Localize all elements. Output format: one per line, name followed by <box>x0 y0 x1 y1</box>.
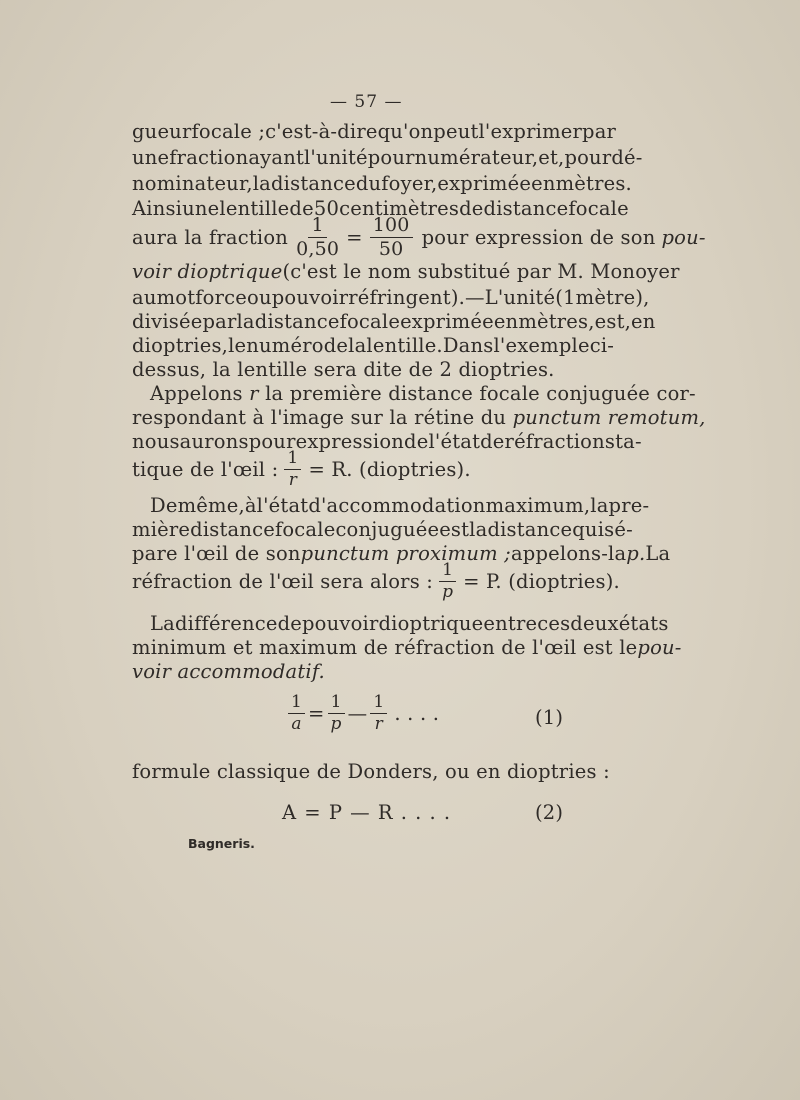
word: qu'on <box>377 120 434 143</box>
word: lentille. <box>366 334 443 357</box>
word: Dans <box>442 334 494 357</box>
text-line: dessus, la lentille sera dite de 2 dioptries. <box>132 358 555 381</box>
text-line <box>132 120 617 143</box>
word: au <box>132 286 157 309</box>
word: distance <box>487 518 573 541</box>
word: de <box>289 197 314 220</box>
text: (c'est le nom substitué par M. Monoyer <box>282 260 680 283</box>
fraction <box>296 216 339 259</box>
fraction <box>328 694 345 733</box>
word: est, <box>594 310 632 333</box>
word: focale <box>339 310 401 333</box>
word: dioptrique <box>378 612 484 635</box>
word: du <box>355 172 382 195</box>
text: pare l'œil de son <box>132 542 301 565</box>
text-line <box>132 636 682 659</box>
text-line <box>132 310 656 333</box>
word: de <box>323 334 349 357</box>
text-line <box>150 494 650 517</box>
word: la <box>252 172 271 195</box>
word: réfringent). <box>348 286 466 309</box>
leader-dots: . . . . <box>394 702 440 725</box>
text-line <box>132 518 633 541</box>
word: de <box>404 430 429 453</box>
word: qui <box>572 518 605 541</box>
numerator: 100 <box>370 216 413 238</box>
word: ou <box>247 286 272 309</box>
text: aura la fraction <box>132 226 289 249</box>
word: en <box>493 310 519 333</box>
word: 50 <box>313 197 340 220</box>
equation-number: (1) <box>535 706 564 729</box>
word: de <box>277 612 302 635</box>
word: en <box>531 172 556 195</box>
numerator: 1 <box>370 694 387 714</box>
word: même, <box>177 494 245 517</box>
word: distance <box>483 197 569 220</box>
word: états <box>618 612 669 635</box>
word: peut <box>433 120 479 143</box>
fraction <box>370 694 387 733</box>
text-line <box>132 406 706 429</box>
numerator: 1 <box>439 562 456 582</box>
word: Ainsi <box>132 197 183 220</box>
word: d'accommodation <box>308 494 486 517</box>
text-line-fraction <box>132 450 471 489</box>
denominator: p <box>330 714 342 734</box>
text-line: voir accommodatif. <box>132 660 325 683</box>
word: mot <box>156 286 196 309</box>
word: distance <box>190 518 275 541</box>
italic-text: voir dioptrique <box>132 260 283 283</box>
text-line <box>132 286 650 309</box>
text: minimum et maximum de réfraction de l'œil est le <box>132 636 638 659</box>
italic-text: punctum remotum, <box>512 406 706 429</box>
text-line <box>150 382 696 405</box>
italic-text: p. <box>626 542 646 565</box>
word: mière <box>132 518 191 541</box>
denominator: p <box>442 582 454 602</box>
text: respondant à l'image sur la rétine du <box>132 406 507 429</box>
numerator: 1 <box>308 216 326 238</box>
text: La <box>645 542 671 565</box>
word: une <box>182 197 220 220</box>
word: pouvoir <box>271 286 349 309</box>
word: conjuguée <box>335 518 440 541</box>
word: fraction <box>169 146 249 169</box>
text: réfraction de l'œil sera alors : <box>132 570 434 593</box>
text-line-fraction <box>132 562 620 601</box>
word: nous <box>132 430 180 453</box>
word: focale <box>568 197 629 220</box>
word: l'unité <box>304 146 368 169</box>
numerator: 1 <box>284 450 301 470</box>
text: la première distance focale conjuguée cor- <box>265 382 696 405</box>
word: expression <box>295 430 405 453</box>
fraction <box>370 216 413 259</box>
equation-number: (2) <box>535 801 564 824</box>
word: — <box>465 286 485 309</box>
word: de <box>459 197 484 220</box>
denominator: 0,50 <box>296 238 340 260</box>
word: la <box>236 310 255 333</box>
word: la <box>348 334 367 357</box>
denominator: r <box>288 470 298 490</box>
word: l'état <box>256 494 309 517</box>
italic-text: punctum proximum ; <box>300 542 511 565</box>
word: sta- <box>604 430 642 453</box>
word: différence <box>174 612 278 635</box>
numerator: 1 <box>328 694 345 714</box>
text-line <box>132 146 643 169</box>
word: ces <box>537 612 571 635</box>
word: gueur <box>132 120 192 143</box>
word: dioptries, <box>132 334 229 357</box>
word: numéro <box>246 334 324 357</box>
word: la <box>469 518 488 541</box>
page-number: — 57 — <box>330 92 403 112</box>
equals: = <box>308 702 325 725</box>
text: appelons-la <box>510 542 627 565</box>
word: entre <box>483 612 538 635</box>
word: lentille <box>219 197 290 220</box>
word: une <box>132 146 170 169</box>
word: et, <box>538 146 565 169</box>
equation-2: A = P — R . . . . <box>282 801 452 824</box>
word: ayant <box>248 146 304 169</box>
word: mètres. <box>555 172 632 195</box>
word: foyer, <box>381 172 438 195</box>
numerator: 1 <box>288 694 305 714</box>
word: réfraction <box>504 430 605 453</box>
denominator: 50 <box>378 238 404 260</box>
text-line <box>132 334 615 357</box>
word: L'unité <box>484 286 556 309</box>
text: Appelons <box>150 382 243 405</box>
word: la <box>590 494 609 517</box>
equals: = <box>346 226 363 249</box>
word: nominateur, <box>132 172 253 195</box>
word: sé- <box>604 518 633 541</box>
word: ci- <box>589 334 615 357</box>
word: en <box>631 310 656 333</box>
word: focale <box>274 518 336 541</box>
author-signature: Bagneris. <box>188 836 255 851</box>
denominator: a <box>291 714 302 734</box>
word: à <box>244 494 257 517</box>
word: est <box>439 518 470 541</box>
word: divisée <box>132 310 203 333</box>
fraction <box>284 450 301 489</box>
equation-1 <box>285 694 439 733</box>
word: focale ; <box>191 120 266 143</box>
word: par <box>202 310 237 333</box>
word: pouvoir <box>302 612 379 635</box>
word: aurons <box>179 430 249 453</box>
word: numérateur, <box>414 146 539 169</box>
word: pour <box>564 146 612 169</box>
minus: — <box>347 702 368 725</box>
text-line: formule classique de Donders, ou en dioptries : <box>132 760 610 783</box>
italic-text: pou- <box>637 636 682 659</box>
word: pre- <box>608 494 650 517</box>
word: pour <box>248 430 296 453</box>
text-line-fraction <box>132 214 706 260</box>
word: mètres, <box>518 310 595 333</box>
text-line <box>150 612 669 635</box>
word: de <box>480 430 505 453</box>
fraction <box>439 562 456 601</box>
word: exprimée <box>400 310 494 333</box>
italic-text: r <box>249 382 259 405</box>
word: le <box>228 334 247 357</box>
word: centimètres <box>339 197 460 220</box>
word: De <box>150 494 178 517</box>
word: l'état <box>428 430 481 453</box>
text: = P. (dioptries). <box>463 570 620 593</box>
word: maximum, <box>485 494 591 517</box>
word: (1 <box>555 286 576 309</box>
word: La <box>150 612 175 635</box>
text: pour expression de son <box>421 226 656 249</box>
word: distance <box>254 310 340 333</box>
word: force <box>195 286 248 309</box>
word: l'exemple <box>493 334 590 357</box>
word: distance <box>271 172 356 195</box>
text: = R. (dioptries). <box>308 458 471 481</box>
denominator: r <box>374 714 383 734</box>
word: dé- <box>611 146 643 169</box>
word: deux <box>570 612 619 635</box>
word: c'est-à-dire <box>265 120 378 143</box>
word: exprimée <box>437 172 532 195</box>
text-line <box>132 172 632 195</box>
word: pour <box>367 146 415 169</box>
fraction <box>288 694 305 733</box>
word: mètre), <box>575 286 650 309</box>
word: l'exprimer <box>478 120 583 143</box>
word: par <box>582 120 617 143</box>
text: tique de l'œil : <box>132 458 279 481</box>
italic-text: pou- <box>661 226 706 249</box>
text-line <box>132 260 680 283</box>
